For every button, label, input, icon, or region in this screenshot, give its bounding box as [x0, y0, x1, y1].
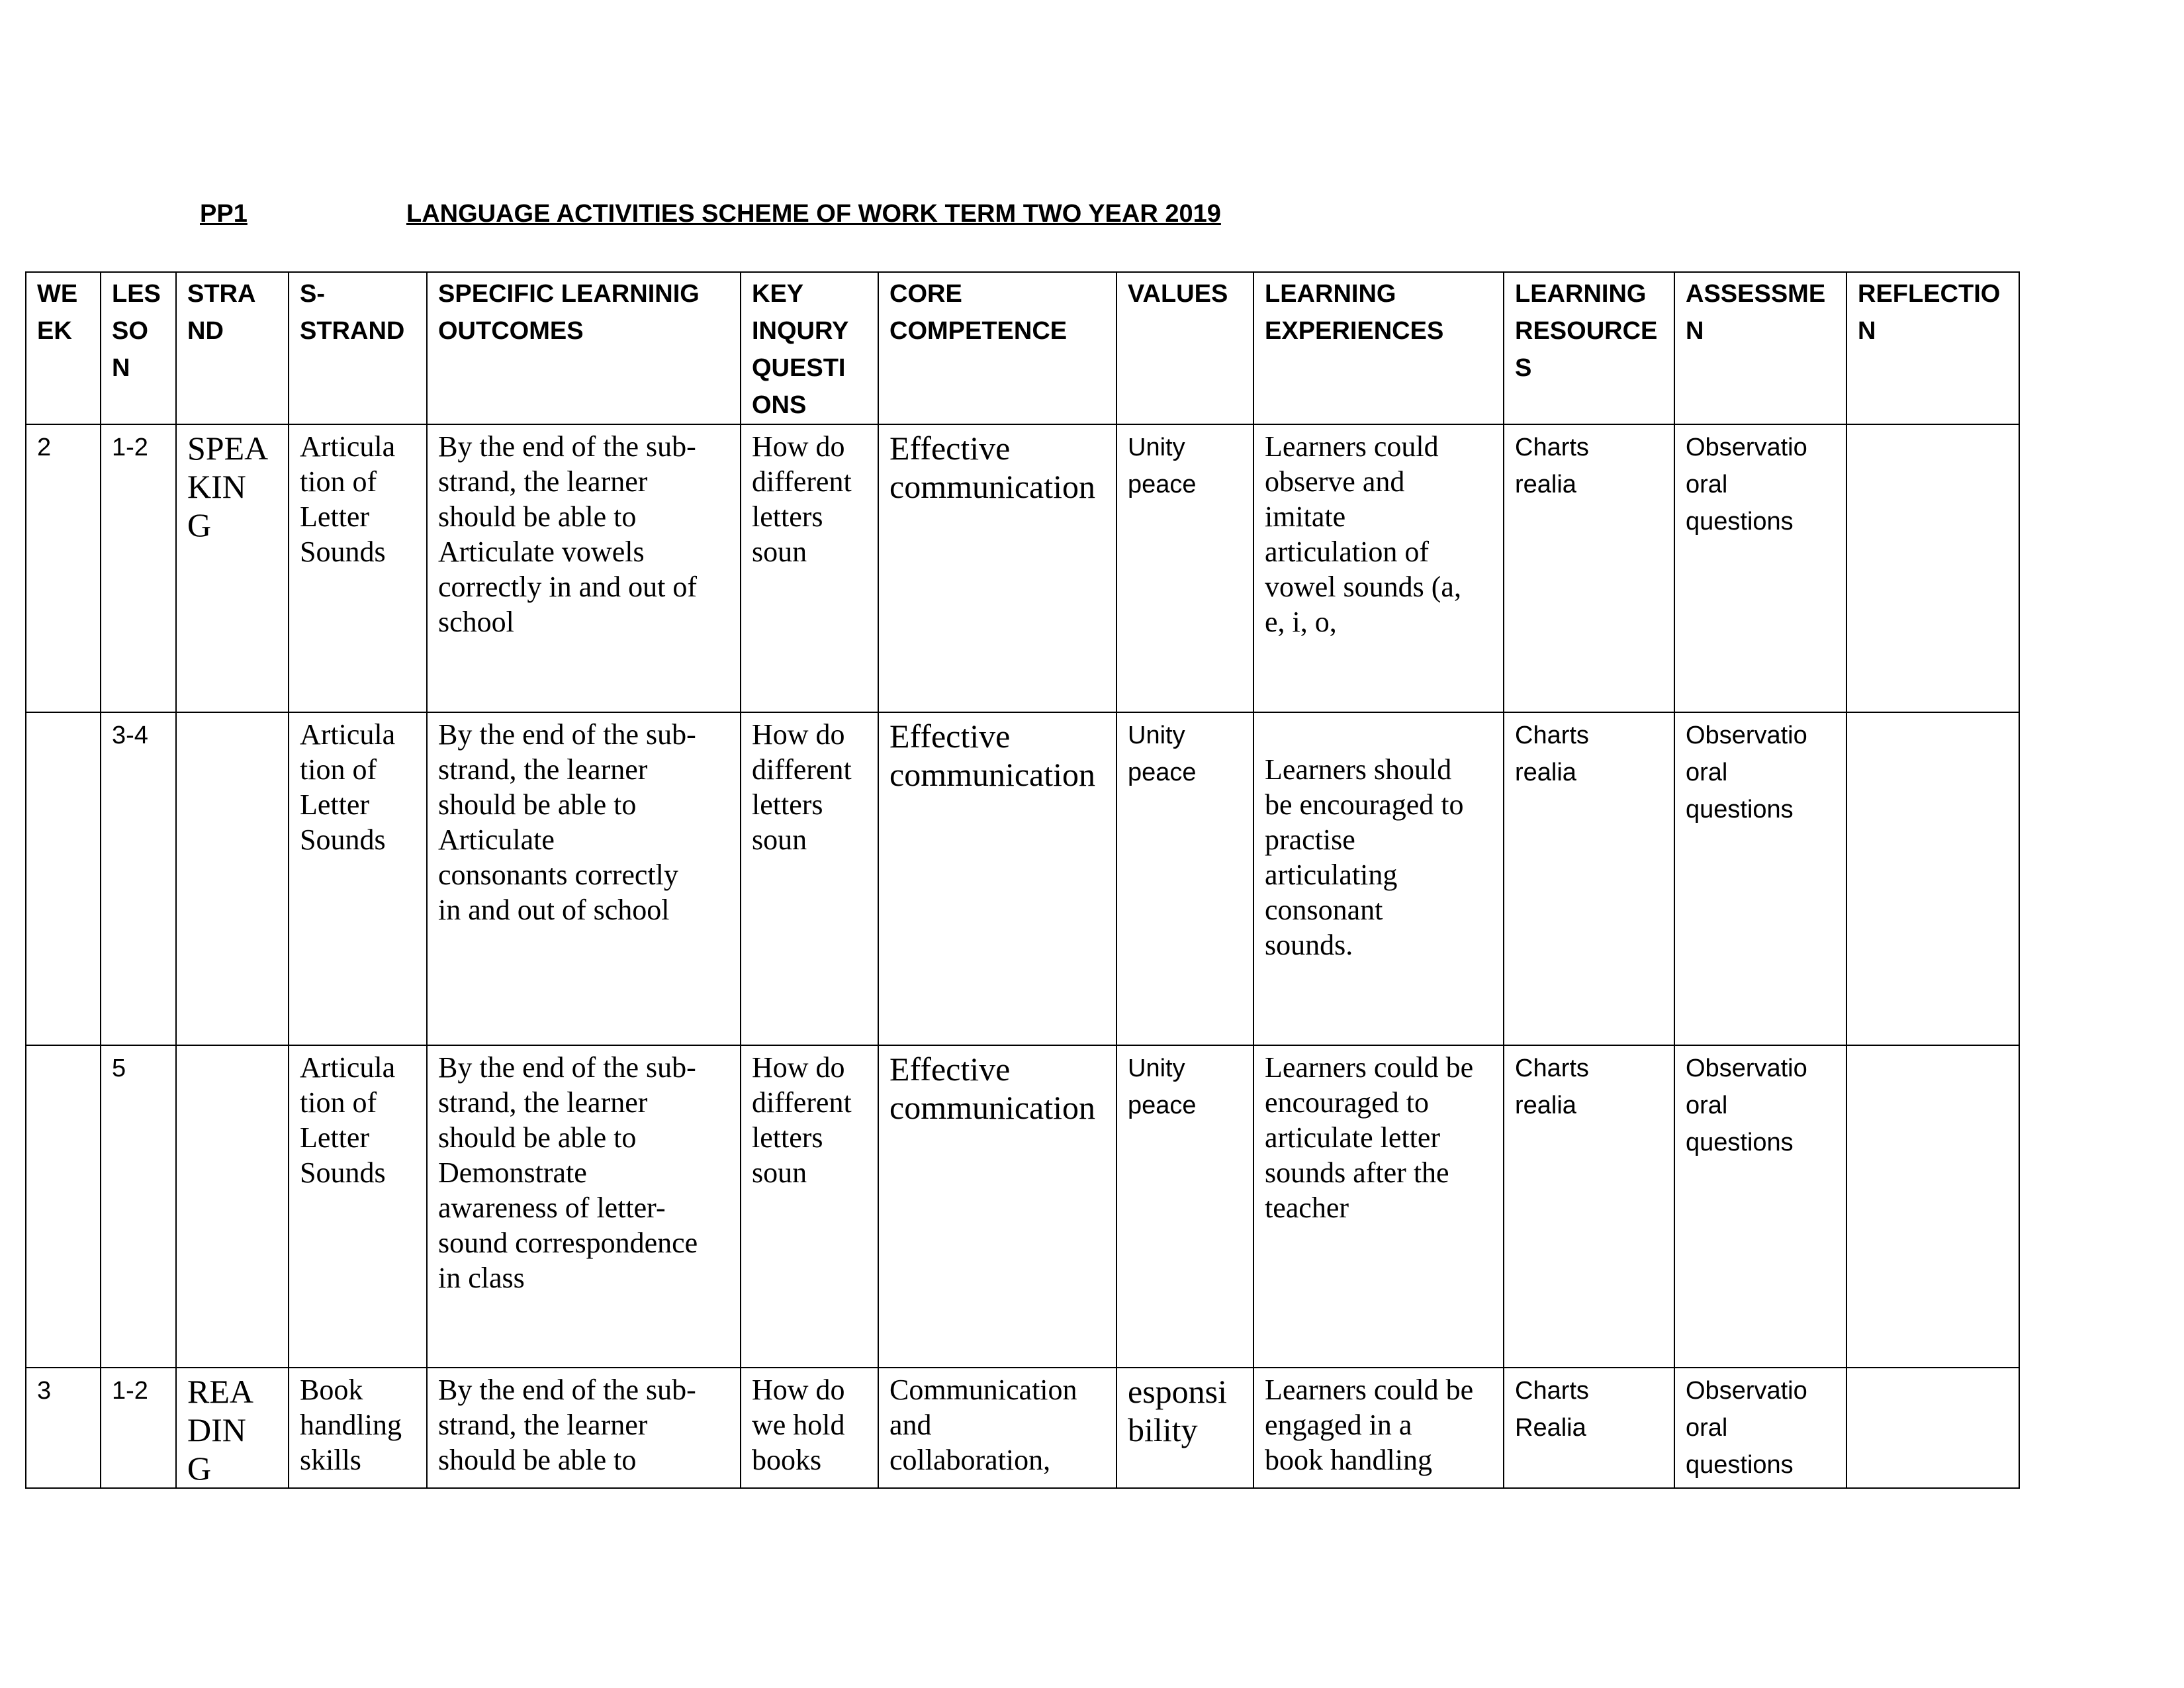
cell-strand: REA DIN G: [176, 1368, 289, 1488]
cell-lesson: 3-4: [101, 712, 176, 1045]
cell-outcomes: By the end of the sub- strand, the learner should be able to: [427, 1368, 741, 1488]
page-header: [0, 200, 2184, 233]
col-header-assessment: ASSESSME N: [1674, 272, 1846, 424]
cell-experiences: Learners could observe and imitate articulation of vowel sounds (a, e, i, o,: [1253, 424, 1504, 712]
cell-competence: Effective communication: [878, 712, 1116, 1045]
document-title: LANGUAGE ACTIVITIES SCHEME OF WORK TERM TWO YEAR 2019: [406, 200, 1221, 228]
cell-values: Unity peace: [1116, 1045, 1253, 1368]
cell-reflection: [1846, 424, 2019, 712]
class-level: PP1: [200, 200, 248, 228]
col-header-lesson: LES SO N: [101, 272, 176, 424]
cell-assessment: Observatio oral questions: [1674, 424, 1846, 712]
cell-strand: [176, 1045, 289, 1368]
cell-resources: Charts realia: [1504, 712, 1674, 1045]
cell-lesson: 1-2: [101, 424, 176, 712]
cell-inquiry: How do different letters soun: [741, 1045, 878, 1368]
scheme-of-work-table: [25, 271, 2020, 1489]
cell-values: esponsi bility: [1116, 1368, 1253, 1488]
col-header-values: VALUES: [1116, 272, 1253, 424]
cell-week: [26, 1045, 101, 1368]
cell-outcomes: By the end of the sub- strand, the learner should be able to Articulate consonants correctly in and out of school: [427, 712, 741, 1045]
col-header-experiences: LEARNING EXPERIENCES: [1253, 272, 1504, 424]
cell-reflection: [1846, 712, 2019, 1045]
cell-lesson: 5: [101, 1045, 176, 1368]
cell-outcomes: By the end of the sub- strand, the learner should be able to Articulate vowels correctly in and out of school: [427, 424, 741, 712]
table-row: [26, 1045, 2019, 1368]
cell-assessment: Observatio oral questions: [1674, 712, 1846, 1045]
cell-inquiry: How do different letters soun: [741, 424, 878, 712]
col-header-reflection: REFLECTIO N: [1846, 272, 2019, 424]
col-header-resources: LEARNING RESOURCE S: [1504, 272, 1674, 424]
col-header-week: WE EK: [26, 272, 101, 424]
cell-assessment: Observatio oral questions: [1674, 1368, 1846, 1488]
table-row: [26, 1368, 2019, 1488]
col-header-outcomes: SPECIFIC LEARNINIG OUTCOMES: [427, 272, 741, 424]
cell-outcomes: By the end of the sub- strand, the learner should be able to Demonstrate awareness of letter- sound correspondence in class: [427, 1045, 741, 1368]
cell-strand: [176, 712, 289, 1045]
col-header-sub-strand: S- STRAND: [289, 272, 427, 424]
cell-resources: Charts realia: [1504, 424, 1674, 712]
cell-week: 3: [26, 1368, 101, 1488]
cell-values: Unity peace: [1116, 424, 1253, 712]
cell-strand: SPEA KIN G: [176, 424, 289, 712]
table-row: [26, 712, 2019, 1045]
cell-competence: Effective communication: [878, 424, 1116, 712]
table-row: [26, 424, 2019, 712]
cell-reflection: [1846, 1045, 2019, 1368]
cell-assessment: Observatio oral questions: [1674, 1045, 1846, 1368]
cell-week: [26, 712, 101, 1045]
cell-inquiry: How do different letters soun: [741, 712, 878, 1045]
cell-experiences: Learners should be encouraged to practise articulating consonant sounds.: [1253, 712, 1504, 1045]
col-header-strand: STRA ND: [176, 272, 289, 424]
cell-sub-strand: Articula tion of Letter Sounds: [289, 1045, 427, 1368]
cell-resources: Charts realia: [1504, 1045, 1674, 1368]
col-header-competence: CORE COMPETENCE: [878, 272, 1116, 424]
cell-sub-strand: Articula tion of Letter Sounds: [289, 424, 427, 712]
cell-competence: Effective communication: [878, 1045, 1116, 1368]
cell-sub-strand: Book handling skills: [289, 1368, 427, 1488]
cell-resources: Charts Realia: [1504, 1368, 1674, 1488]
col-header-inquiry: KEY INQURY QUESTI ONS: [741, 272, 878, 424]
cell-competence: Communication and collaboration,: [878, 1368, 1116, 1488]
cell-week: 2: [26, 424, 101, 712]
cell-values: Unity peace: [1116, 712, 1253, 1045]
cell-lesson: 1-2: [101, 1368, 176, 1488]
cell-inquiry: How do we hold books: [741, 1368, 878, 1488]
cell-experiences: Learners could be engaged in a book handling: [1253, 1368, 1504, 1488]
header-row: [26, 272, 2019, 424]
cell-sub-strand: Articula tion of Letter Sounds: [289, 712, 427, 1045]
cell-experiences: Learners could be encouraged to articulate letter sounds after the teacher: [1253, 1045, 1504, 1368]
cell-reflection: [1846, 1368, 2019, 1488]
